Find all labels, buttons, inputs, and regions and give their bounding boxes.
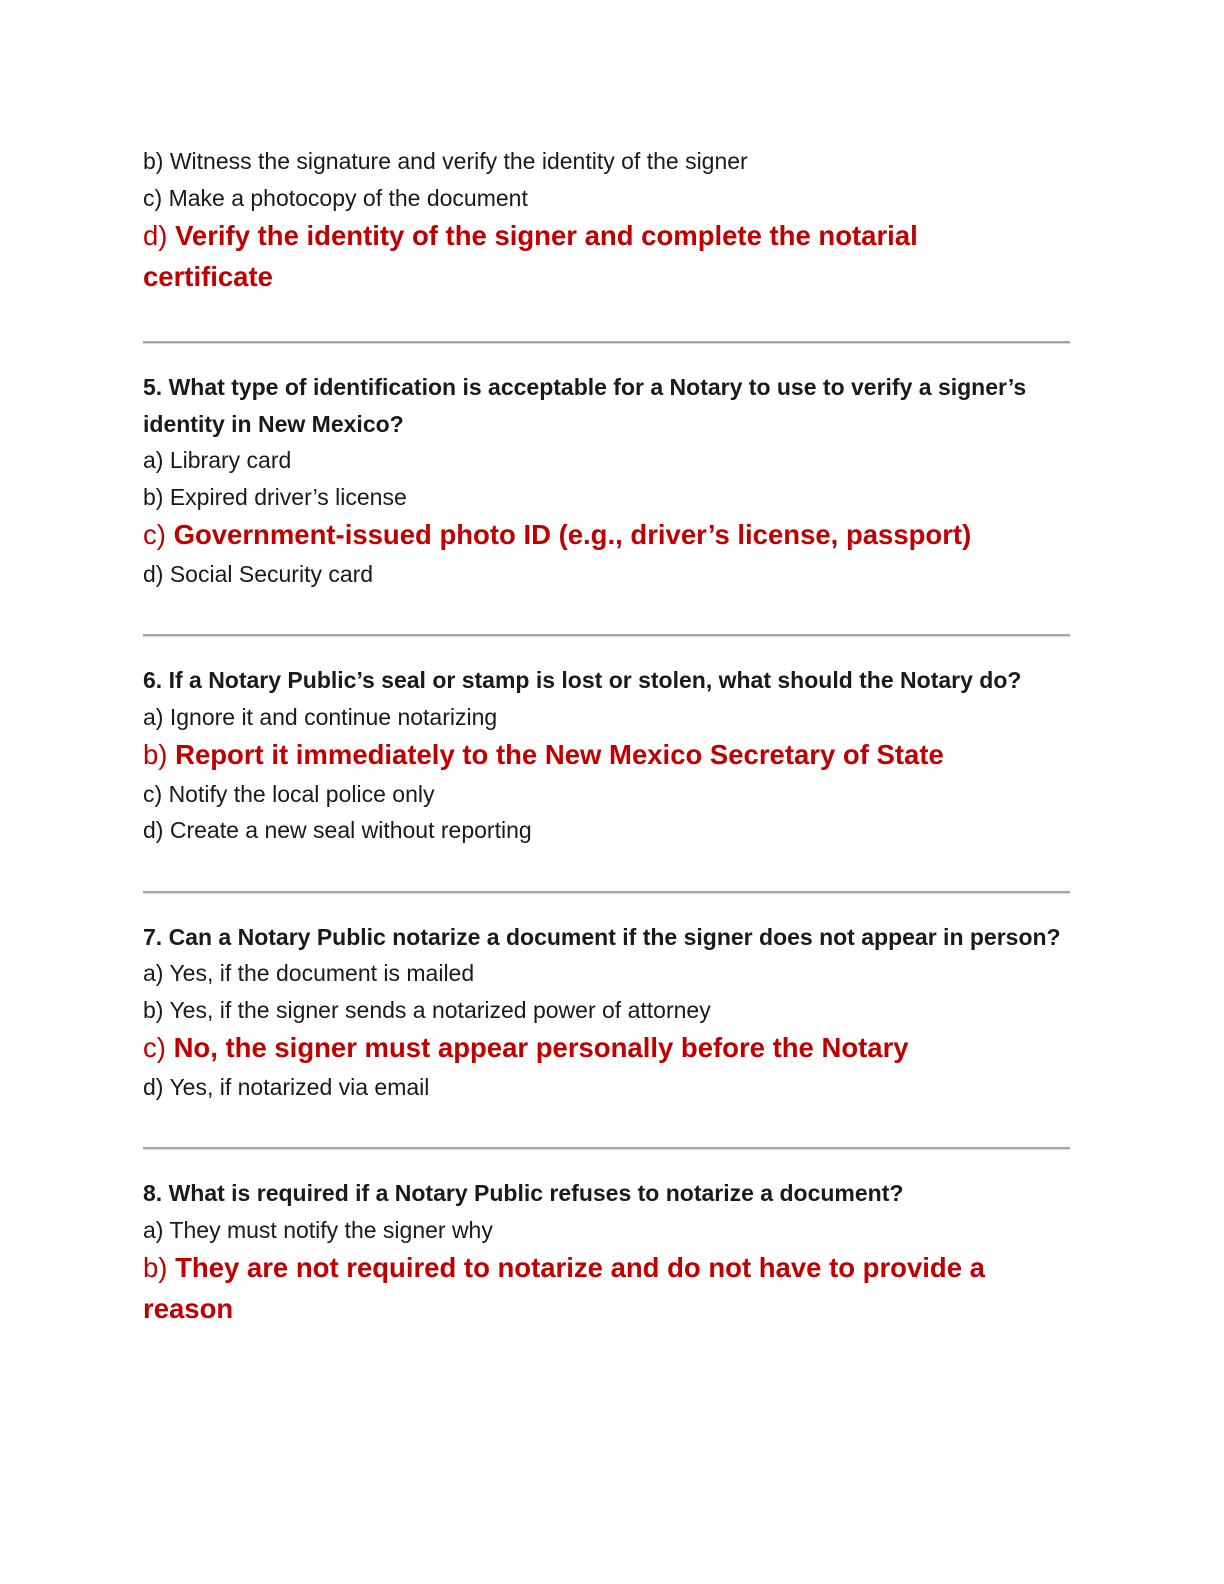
- option-letter: c): [143, 780, 163, 807]
- option-letter: d): [143, 1073, 164, 1100]
- option-letter: d): [143, 560, 164, 587]
- q8-answer-b: [143, 1248, 1043, 1329]
- option-text: Social Security card: [169, 560, 374, 587]
- q6-question: 6. If a Notary Public’s seal or stamp is lost or stolen, what should the Notary do?: [143, 667, 1022, 693]
- answer-letter: c): [143, 1032, 166, 1063]
- q7-option-b: [143, 992, 1073, 1029]
- q4-answer-d: [143, 216, 1043, 297]
- option-text: Create a new seal without reporting: [169, 817, 532, 843]
- q8-question: 8. What is required if a Notary Public refuses to notarize a document?: [143, 1180, 904, 1206]
- divider: [143, 634, 1070, 637]
- option-letter: a): [143, 960, 164, 986]
- option-letter: c): [143, 184, 163, 211]
- answer-letter: d): [143, 220, 168, 251]
- q7-answer-c: [143, 1028, 1043, 1069]
- q6-option-c: [143, 776, 1073, 813]
- q5-answer-c: [143, 515, 1043, 556]
- option-letter: a): [143, 703, 164, 730]
- option-text: Ignore it and continue notarizing: [169, 703, 498, 730]
- quiz-page: [143, 140, 1073, 1329]
- answer-letter: c): [143, 519, 166, 550]
- divider: [143, 1147, 1070, 1150]
- q5-question: 5. What type of identification is acceptable for a Notary to use to verify a signer’s identity in New Mexico?: [143, 374, 1027, 437]
- option-text: Yes, if the document is mailed: [169, 960, 475, 986]
- option-text: Yes, if the signer sends a notarized power of attorney: [169, 996, 711, 1023]
- option-text: They must notify the signer why: [169, 1216, 493, 1243]
- option-text: Notify the local police only: [168, 780, 435, 807]
- q8-option-a: [143, 1212, 1073, 1249]
- option-letter: b): [143, 483, 164, 510]
- option-letter: a): [143, 1216, 164, 1243]
- option-letter: b): [143, 996, 164, 1023]
- option-letter: b): [143, 148, 164, 174]
- option-letter: d): [143, 817, 164, 843]
- q5-option-a: [143, 442, 1073, 479]
- answer-text: Government-issued photo ID (e.g., driver’s license, passport): [173, 519, 972, 550]
- q7-option-d: [143, 1069, 1073, 1106]
- answer-text: Verify the identity of the signer and complete the notarial certificate: [143, 220, 918, 292]
- answer-letter: b): [143, 1252, 168, 1283]
- answer-letter: b): [143, 739, 168, 770]
- q4-option-b: [143, 143, 1073, 180]
- q7-option-a: [143, 955, 1073, 992]
- q6-answer-b: [143, 735, 1043, 776]
- q5-option-b: [143, 479, 1073, 516]
- divider: [143, 341, 1070, 344]
- q6-option-a: [143, 699, 1073, 736]
- option-text: Yes, if notarized via email: [169, 1073, 430, 1100]
- answer-text: Report it immediately to the New Mexico Secretary of State: [175, 739, 944, 770]
- option-text: Make a photocopy of the document: [168, 184, 528, 211]
- option-text: Library card: [169, 447, 292, 473]
- q4-option-c: [143, 180, 1073, 217]
- q7-question: 7. Can a Notary Public notarize a document if the signer does not appear in person?: [143, 923, 1061, 950]
- divider: [143, 891, 1070, 894]
- option-letter: a): [143, 447, 164, 473]
- q6-option-d: [143, 812, 1073, 849]
- answer-text: No, the signer must appear personally before the Notary: [173, 1032, 909, 1063]
- q5-option-d: [143, 556, 1073, 593]
- option-text: Witness the signature and verify the identity of the signer: [169, 148, 748, 174]
- answer-text: They are not required to notarize and do not have to provide a reason: [143, 1252, 985, 1324]
- option-text: Expired driver’s license: [169, 483, 407, 510]
